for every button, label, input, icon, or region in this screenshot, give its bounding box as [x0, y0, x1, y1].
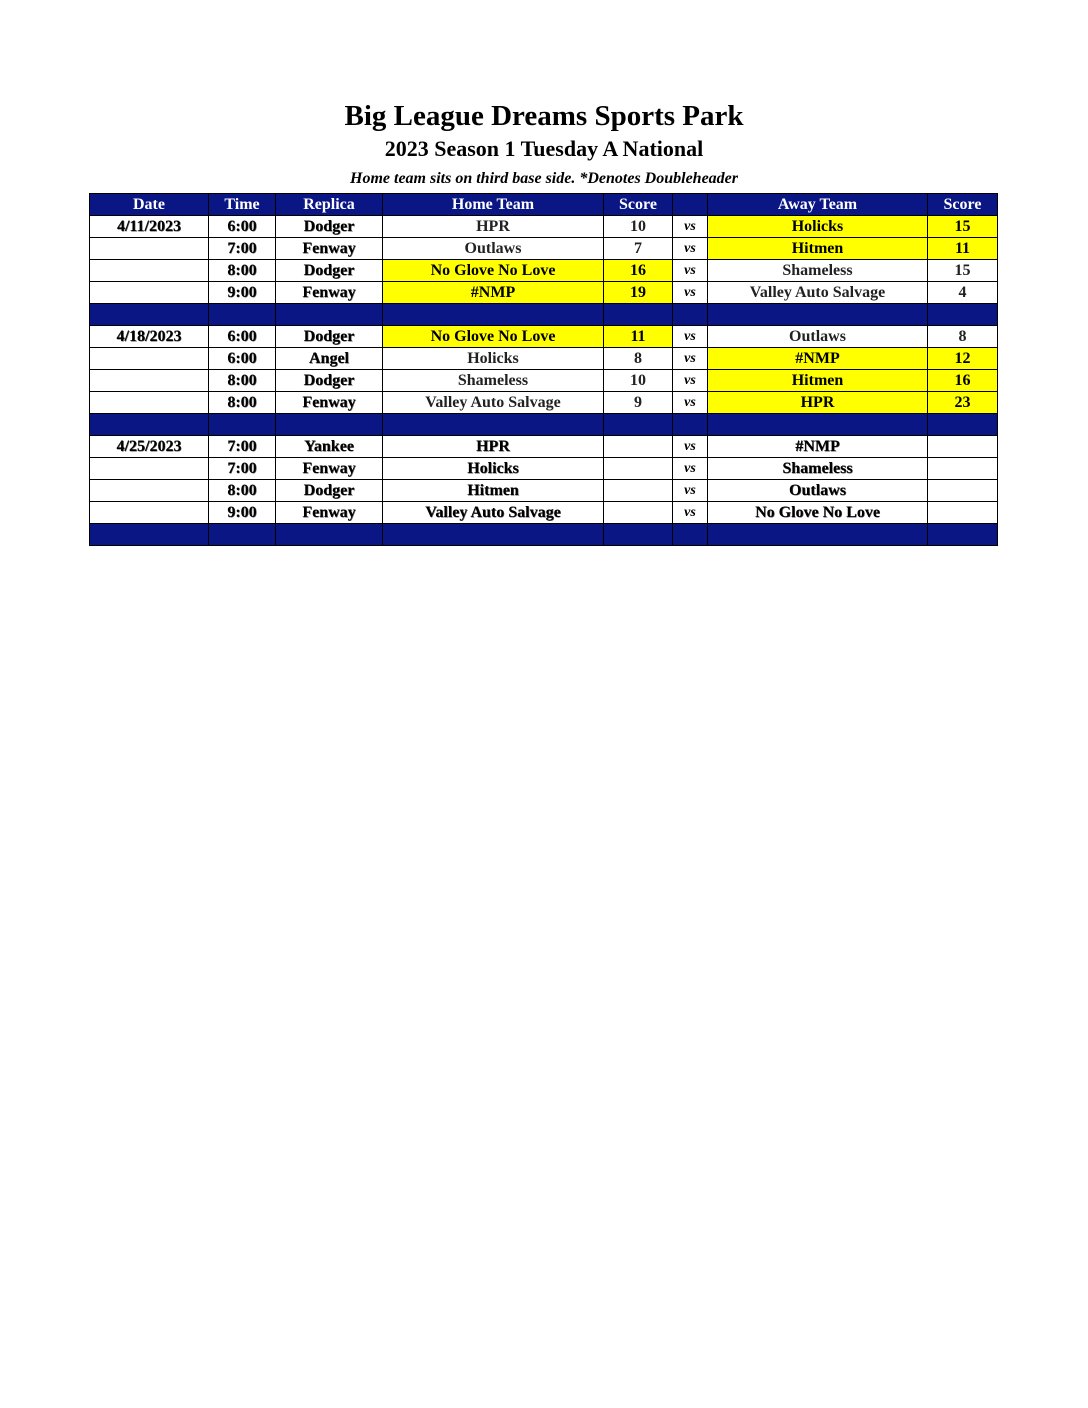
- away-score: [928, 502, 998, 524]
- game-time: 7:00: [209, 436, 276, 458]
- game-replica: Angel: [276, 348, 383, 370]
- game-time: 8:00: [209, 480, 276, 502]
- away-team: Hitmen: [708, 238, 928, 260]
- away-team: HPR: [708, 392, 928, 414]
- separator-cell: [708, 414, 928, 436]
- vs-label: vs: [673, 458, 708, 480]
- away-team: Hitmen: [708, 370, 928, 392]
- home-score: 7: [604, 238, 673, 260]
- col-header-date: Date: [90, 194, 209, 216]
- vs-label: vs: [673, 502, 708, 524]
- schedule-body: [90, 216, 998, 546]
- week-separator-row: [90, 304, 998, 326]
- game-date: [90, 480, 209, 502]
- vs-label: vs: [673, 370, 708, 392]
- away-score: [928, 436, 998, 458]
- vs-label: vs: [673, 282, 708, 304]
- separator-cell: [928, 414, 998, 436]
- home-score: [604, 458, 673, 480]
- game-date: 4/18/2023: [90, 326, 209, 348]
- vs-label: vs: [673, 260, 708, 282]
- away-team: #NMP: [708, 436, 928, 458]
- table-row: [90, 502, 998, 524]
- game-time: 7:00: [209, 238, 276, 260]
- page-title: Big League Dreams Sports Park: [344, 100, 744, 132]
- game-replica: Fenway: [276, 392, 383, 414]
- away-score: 15: [928, 260, 998, 282]
- header-row: [90, 194, 998, 216]
- separator-cell: [209, 414, 276, 436]
- home-score: [604, 436, 673, 458]
- col-header-time: Time: [209, 194, 276, 216]
- away-score: 15: [928, 216, 998, 238]
- game-date: 4/11/2023: [90, 216, 209, 238]
- schedule-note: Home team sits on third base side. *Denotes Doubleheader: [350, 170, 738, 187]
- table-row: [90, 260, 998, 282]
- away-score: 23: [928, 392, 998, 414]
- game-replica: Dodger: [276, 480, 383, 502]
- schedule-table: [89, 193, 998, 546]
- separator-cell: [276, 304, 383, 326]
- home-score: 8: [604, 348, 673, 370]
- separator-cell: [209, 524, 276, 546]
- separator-cell: [604, 304, 673, 326]
- vs-label: vs: [673, 392, 708, 414]
- week-separator-row: [90, 414, 998, 436]
- separator-cell: [604, 524, 673, 546]
- game-time: 7:00: [209, 458, 276, 480]
- separator-cell: [276, 524, 383, 546]
- home-team: Holicks: [383, 348, 604, 370]
- separator-cell: [383, 304, 604, 326]
- table-row: [90, 370, 998, 392]
- table-row: [90, 216, 998, 238]
- separator-cell: [708, 304, 928, 326]
- home-score: 16: [604, 260, 673, 282]
- separator-cell: [383, 414, 604, 436]
- home-score: 19: [604, 282, 673, 304]
- away-team: No Glove No Love: [708, 502, 928, 524]
- home-score: 10: [604, 370, 673, 392]
- home-team: Valley Auto Salvage: [383, 502, 604, 524]
- table-row: [90, 326, 998, 348]
- away-score: 8: [928, 326, 998, 348]
- col-header-away-score: Score: [928, 194, 998, 216]
- away-team: Holicks: [708, 216, 928, 238]
- game-time: 9:00: [209, 282, 276, 304]
- away-score: [928, 480, 998, 502]
- col-header-vs: [673, 194, 708, 216]
- away-score: 4: [928, 282, 998, 304]
- separator-cell: [209, 304, 276, 326]
- game-date: [90, 282, 209, 304]
- away-score: 11: [928, 238, 998, 260]
- home-team: No Glove No Love: [383, 326, 604, 348]
- game-replica: Yankee: [276, 436, 383, 458]
- away-score: 12: [928, 348, 998, 370]
- game-replica: Fenway: [276, 502, 383, 524]
- home-score: 10: [604, 216, 673, 238]
- game-replica: Fenway: [276, 238, 383, 260]
- game-time: 6:00: [209, 326, 276, 348]
- game-date: [90, 502, 209, 524]
- col-header-home-team: Home Team: [383, 194, 604, 216]
- vs-label: vs: [673, 436, 708, 458]
- home-score: 9: [604, 392, 673, 414]
- separator-cell: [673, 414, 708, 436]
- separator-cell: [90, 304, 209, 326]
- game-replica: Fenway: [276, 282, 383, 304]
- game-time: 8:00: [209, 260, 276, 282]
- game-date: [90, 370, 209, 392]
- game-date: [90, 238, 209, 260]
- table-row: [90, 392, 998, 414]
- game-replica: Dodger: [276, 216, 383, 238]
- game-time: 8:00: [209, 370, 276, 392]
- game-date: [90, 458, 209, 480]
- vs-label: vs: [673, 480, 708, 502]
- separator-cell: [604, 414, 673, 436]
- game-replica: Fenway: [276, 458, 383, 480]
- vs-label: vs: [673, 238, 708, 260]
- home-team: Shameless: [383, 370, 604, 392]
- game-date: [90, 392, 209, 414]
- away-team: Shameless: [708, 260, 928, 282]
- game-time: 9:00: [209, 502, 276, 524]
- home-team: #NMP: [383, 282, 604, 304]
- game-date: [90, 348, 209, 370]
- game-time: 6:00: [209, 216, 276, 238]
- away-team: #NMP: [708, 348, 928, 370]
- table-row: [90, 458, 998, 480]
- away-team: Outlaws: [708, 480, 928, 502]
- game-time: 6:00: [209, 348, 276, 370]
- game-date: 4/25/2023: [90, 436, 209, 458]
- separator-cell: [673, 304, 708, 326]
- away-score: 16: [928, 370, 998, 392]
- vs-label: vs: [673, 348, 708, 370]
- home-team: Hitmen: [383, 480, 604, 502]
- separator-cell: [383, 524, 604, 546]
- home-score: [604, 480, 673, 502]
- vs-label: vs: [673, 326, 708, 348]
- separator-cell: [90, 524, 209, 546]
- vs-label: vs: [673, 216, 708, 238]
- table-row: [90, 480, 998, 502]
- home-score: 11: [604, 326, 673, 348]
- page-subtitle: 2023 Season 1 Tuesday A National: [384, 136, 704, 161]
- col-header-away-team: Away Team: [708, 194, 928, 216]
- game-replica: Dodger: [276, 326, 383, 348]
- separator-cell: [276, 414, 383, 436]
- away-team: Valley Auto Salvage: [708, 282, 928, 304]
- away-team: Shameless: [708, 458, 928, 480]
- home-team: No Glove No Love: [383, 260, 604, 282]
- home-team: HPR: [383, 216, 604, 238]
- table-row: [90, 348, 998, 370]
- home-team: Valley Auto Salvage: [383, 392, 604, 414]
- away-score: [928, 458, 998, 480]
- separator-cell: [928, 304, 998, 326]
- game-date: [90, 260, 209, 282]
- separator-cell: [673, 524, 708, 546]
- home-team: HPR: [383, 436, 604, 458]
- home-team: Outlaws: [383, 238, 604, 260]
- table-row: [90, 436, 998, 458]
- col-header-home-score: Score: [604, 194, 673, 216]
- table-row: [90, 238, 998, 260]
- game-time: 8:00: [209, 392, 276, 414]
- separator-cell: [90, 414, 209, 436]
- col-header-replica: Replica: [276, 194, 383, 216]
- home-score: [604, 502, 673, 524]
- week-separator-row: [90, 524, 998, 546]
- game-replica: Dodger: [276, 370, 383, 392]
- game-replica: Dodger: [276, 260, 383, 282]
- away-team: Outlaws: [708, 326, 928, 348]
- separator-cell: [708, 524, 928, 546]
- table-row: [90, 282, 998, 304]
- home-team: Holicks: [383, 458, 604, 480]
- separator-cell: [928, 524, 998, 546]
